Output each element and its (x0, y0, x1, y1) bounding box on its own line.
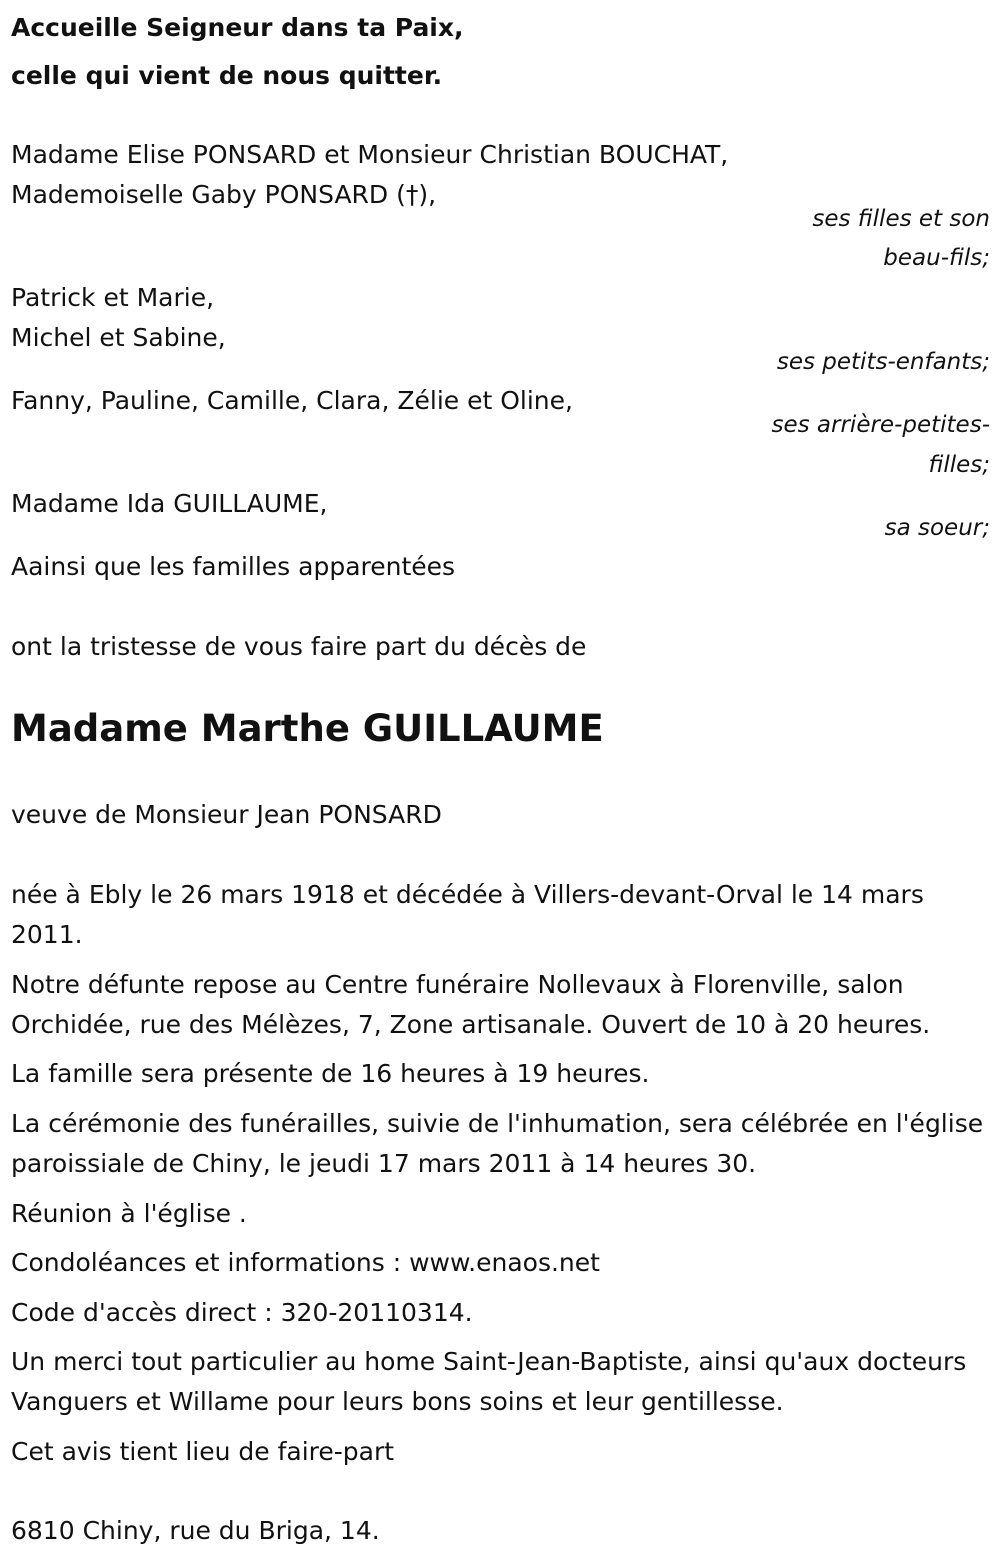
ceremony-paragraph: La cérémonie des funérailles, suivie de l'inhumation, sera célébrée en l'église paroissiale de Chiny, le jeudi 17 mars 2011 à 14 heures 30. (11, 1109, 984, 1178)
grandchildren-line-1: Patrick et Marie, (11, 283, 215, 312)
great-grandchildren-role-2: filles; (928, 452, 990, 478)
address-line: 6810 Chiny, rue du Briga, 14. (11, 1516, 380, 1545)
relatives-line: Aainsi que les familles apparentées (11, 552, 456, 581)
notice-line: Cet avis tient lieu de faire-part (11, 1437, 395, 1466)
widow-of-line: veuve de Monsieur Jean PONSARD (11, 800, 442, 829)
repose-paragraph: Notre défunte repose au Centre funéraire Nollevaux à Florenville, salon Orchidée, rue des Mélèzes, 7, Zone artisanale. Ouvert de 10 à 20 heures. (11, 970, 931, 1039)
header-line-1: Accueille Seigneur dans ta Paix, (11, 13, 464, 42)
meeting-line: Réunion à l'église . (11, 1199, 247, 1228)
great-grandchildren-role-1: ses arrière-petites- (771, 412, 990, 438)
grandchildren-role: ses petits-enfants; (776, 349, 990, 375)
condolences-line: Condoléances et informations : www.enaos.net (11, 1248, 600, 1277)
birth-death-paragraph: née à Ebly le 26 mars 1918 et décédée à Villers-devant-Orval le 14 mars 2011. (11, 880, 924, 949)
deceased-name: Madame Marthe GUILLAUME (11, 707, 604, 750)
daughters-line-1: Madame Elise PONSARD et Monsieur Christian BOUCHAT, (11, 140, 729, 169)
family-presence-line: La famille sera présente de 16 heures à 19 heures. (11, 1059, 650, 1088)
grandchildren-line-2: Michel et Sabine, (11, 323, 226, 352)
thanks-paragraph: Un merci tout particulier au home Saint-Jean-Baptiste, ainsi qu'aux docteurs Vanguers et Willame pour leurs bons soins et leur gentillesse. (11, 1347, 967, 1416)
daughters-role-2: beau-fils; (883, 245, 990, 271)
access-code-line: Code d'accès direct : 320-20110314. (11, 1298, 473, 1327)
great-grandchildren-line: Fanny, Pauline, Camille, Clara, Zélie et Oline, (11, 386, 573, 415)
intro-line: ont la tristesse de vous faire part du décès de (11, 632, 587, 661)
header-line-2: celle qui vient de nous quitter. (11, 61, 443, 90)
sister-line: Madame Ida GUILLAUME, (11, 489, 328, 518)
daughters-role-1: ses filles et son (812, 206, 990, 232)
sister-role: sa soeur; (884, 515, 990, 541)
daughters-line-2: Mademoiselle Gaby PONSARD (†), (11, 180, 437, 209)
